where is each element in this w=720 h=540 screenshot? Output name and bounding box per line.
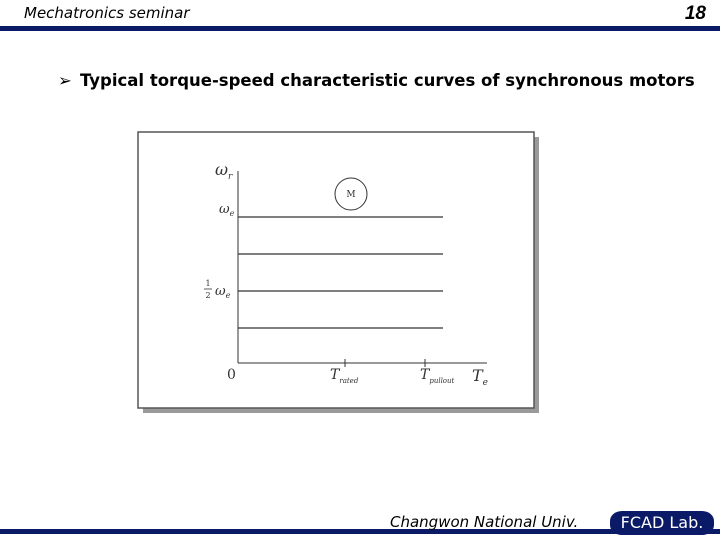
arrow-bullet-icon: ➢ [58, 71, 72, 90]
page-number: 18 [684, 3, 706, 24]
half-we-symbol: $\omega_e$ [215, 284, 231, 300]
header-rule [0, 26, 720, 31]
y-axis-label: $\omega_r$ [215, 160, 233, 182]
x-axis-label: $T_e$ [472, 366, 488, 388]
y-tick-label-we: $\omega_e$ [219, 202, 235, 218]
motor-label: M [346, 190, 356, 200]
bullet-item [58, 71, 695, 90]
footer-university: Changwon National Univ. [390, 513, 579, 531]
x-tick-label-pullout: $T_{pullout}$ [420, 367, 455, 385]
origin-label: 0 [227, 367, 236, 383]
seminar-title: Mechatronics seminar [24, 4, 190, 22]
torque-speed-figure [137, 131, 541, 415]
x-tick-label-rated: $T_{rated}$ [330, 367, 359, 385]
fraction-numerator: 1 [205, 279, 211, 288]
fraction-denominator: 2 [205, 291, 211, 300]
bullet-text: Typical torque-speed characteristic curves of synchronous motors [80, 71, 695, 90]
footer-lab-badge: FCAD Lab. [610, 511, 714, 535]
